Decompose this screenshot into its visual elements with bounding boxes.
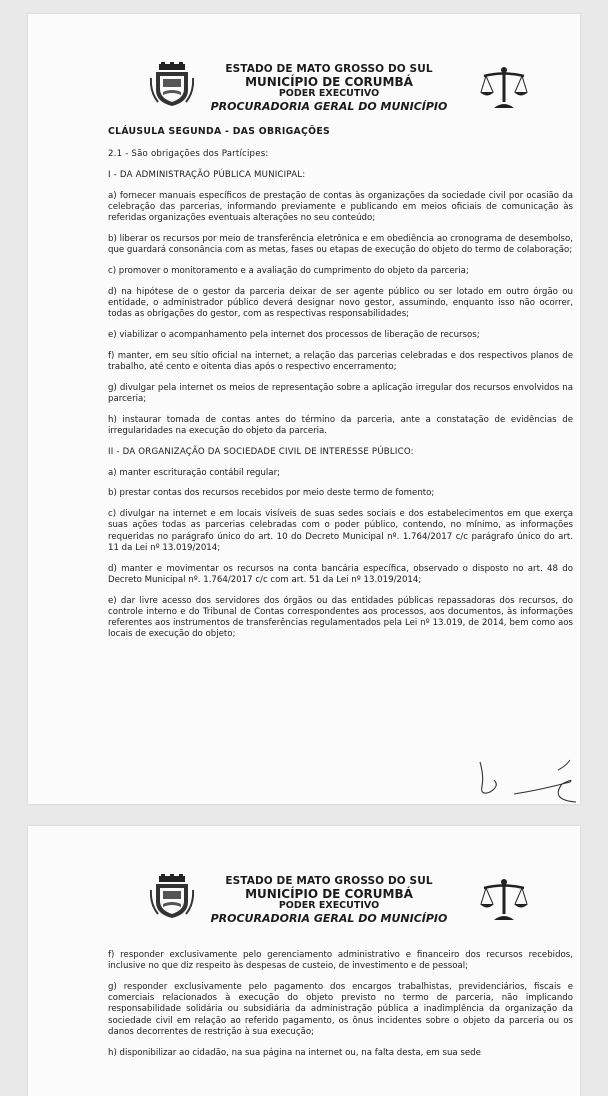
document-page-2 [28, 826, 580, 1096]
obligation-item: h) disponibilizar ao cidadão, na sua página na internet ou, na falta desta, em sua sede [108, 1047, 481, 1058]
municipality-name: MUNICÍPIO DE CORUMBÁ [245, 886, 413, 901]
obligation-item: b) prestar contas dos recursos recebidos por meio deste termo de fomento; [108, 488, 435, 499]
branch-name: PODER EXECUTIVO [278, 88, 380, 99]
handwritten-signature [470, 756, 580, 804]
obligation-item: f) manter, em seu sítio oficial na internet, a relação das parcerias celebradas e dos respectivos planos de trabalho, até cento e oitenta dias após o respectivo encerramento; [108, 350, 573, 372]
office-name: PROCURADORIA GERAL DO MUNICÍPIO [210, 99, 448, 113]
section-heading-civil-society: II - DA ORGANIZAÇÃO DA SOCIEDADE CIVIL DE INTERESSE PÚBLICO: [108, 446, 414, 457]
obligation-item: g) divulgar pela internet os meios de representação sobre a aplicação irregular dos recursos envolvidos na parceria; [108, 382, 573, 404]
obligation-item: e) dar livre acesso dos servidores dos órgãos ou das entidades públicas repassadoras dos recursos, do controle interno e do Tribunal de Contas correspondentes aos processos, aos documentos, às informações referentes aos instrumentos de transferências regulamentados pela Lei nº 13.019, de 2014, bem como aos locais de execução do objeto; [108, 595, 573, 640]
obligation-item: b) liberar os recursos por meio de transferência eletrônica e em obediência ao cronograma de desembolso, que guardará consonância com as metas, fases ou etapas de execução do objeto do termo de colaboração; [108, 234, 573, 256]
scales-of-justice-icon [480, 66, 528, 110]
obligation-item: f) responder exclusivamente pelo gerenciamento administrativo e financeiro dos recursos recebidos, inclusive no que diz respeito às despesas de custeio, de investimento e de pessoal; [108, 950, 573, 972]
state-name: ESTADO DE MATO GROSSO DO SUL [225, 875, 433, 887]
obligation-item: d) manter e movimentar os recursos na conta bancária específica, observado o disposto no art. 48 do Decreto Municipal nº. 1.764/2017 c/c com art. 51 da Lei nº 13.019/2014; [108, 563, 573, 585]
state-name: ESTADO DE MATO GROSSO DO SUL [225, 63, 433, 75]
obligation-item: c) divulgar na internet e em locais visíveis de suas sedes sociais e dos estabelecimentos em que exerça suas ações todas as parcerias celebradas com o poder público, contendo, no mínimo, as informações requeridas no parágrafo único do art. 10 do Decreto Municipal nº. 1.764/2017 c/c parágrafo único do art. 11 da Lei nº 13.019/2014; [108, 509, 573, 553]
intro-line: 2.1 - São obrigações dos Partícipes: [108, 149, 269, 160]
municipality-name: MUNICÍPIO DE CORUMBÁ [245, 74, 413, 89]
page-2-body [108, 950, 573, 1068]
obligation-item: c) promover o monitoramento e a avaliação do cumprimento do objeto da parceria; [108, 266, 469, 276]
clause-heading: CLÁUSULA SEGUNDA - DAS OBRIGAÇÕES [108, 126, 331, 137]
obligation-item: a) fornecer manuais específicos de prestação de contas às organizações da sociedade civil por ocasião da celebração das parcerias, informando previamente e publicando em meios oficiais de comunicação às referidas organizações eventuais alterações no seu conteúdo; [108, 190, 573, 224]
letterhead [28, 826, 580, 925]
municipal-crest-icon [150, 874, 194, 918]
obligation-item: g) responder exclusivamente pelo pagamento dos encargos trabalhistas, previdenciários, fiscais e comerciais relacionados à execução do objeto previsto no termo de parceria, não implicando responsabilidade solidária ou subsidiária da administração pública a inadimplência da organização da sociedade civil em relação ao referido pagamento, os ônus incidentes sobre o objeto da parceria ou os danos decorrentes de restrição à sua execução; [108, 982, 573, 1037]
letterhead-text [204, 875, 454, 925]
obligation-item: a) manter escrituração contábil regular; [108, 467, 281, 478]
letterhead [28, 14, 580, 113]
letterhead-text [204, 63, 454, 113]
scales-of-justice-icon [480, 878, 528, 922]
municipal-crest-icon [150, 62, 194, 106]
obligation-item: h) instaurar tomada de contas antes do término da parceria, ante a constatação de evidências de irregularidades na execução do objeto da parceria. [108, 414, 573, 436]
page-1-body [108, 126, 573, 650]
section-heading-public-administration: I - DA ADMINISTRAÇÃO PÚBLICA MUNICIPAL: [108, 170, 306, 180]
obligation-item: e) viabilizar o acompanhamento pela internet dos processos de liberação de recursos; [108, 330, 480, 340]
office-name: PROCURADORIA GERAL DO MUNICÍPIO [210, 911, 448, 925]
document-page-1 [28, 14, 580, 804]
obligation-item: d) na hipótese de o gestor da parceria deixar de ser agente público ou ser lotado em outro órgão ou entidade, o administrador público deverá designar novo gestor, assumindo, enquanto isso não ocorrer, todas as obrigações do gestor, com as respectivas responsabilidades; [108, 286, 573, 320]
branch-name: PODER EXECUTIVO [278, 900, 380, 911]
